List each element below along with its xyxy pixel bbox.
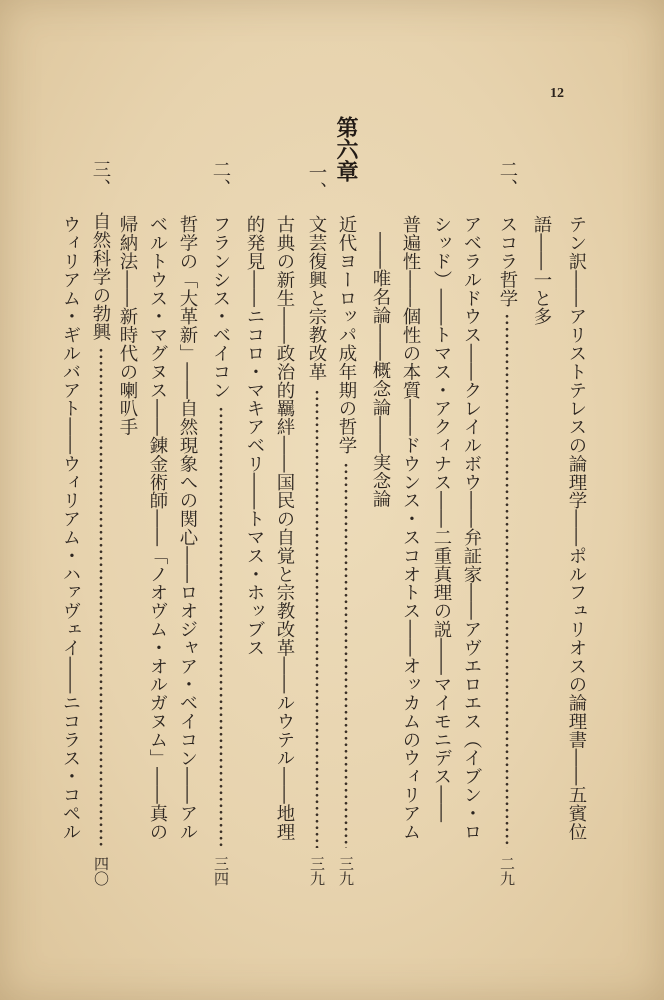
- section-page-number: 二九: [498, 856, 516, 886]
- section-summary-line: ウィリアム・ギルバアト――ウィリアム・ハァヴェイ――ニコラス・コペル: [60, 215, 81, 841]
- section-summary-line: アベラルドウス――クレイルボウ――弁証家――アヴエロエス（イブン・ロ: [461, 215, 482, 841]
- chapter-label: 第六章: [333, 116, 359, 182]
- dot-leader: [219, 406, 223, 848]
- section-marker: 一、: [306, 163, 327, 200]
- section-title: 文芸復興と宗教改革: [306, 215, 327, 381]
- section-summary-line: 帰納法――新時代の喇叭手: [117, 215, 138, 436]
- section-title: フランシス・ベイコン: [210, 215, 231, 399]
- section-page-number: 四〇: [92, 856, 110, 886]
- section-summary-line: 古典の新生――政治的羈絆――国民の自覚と宗教改革――ルウテル――地理: [274, 215, 295, 841]
- dot-leader: [344, 462, 348, 848]
- section-summary-line: 哲学の「大革新」――自然現象への関心――ロオジャア・ベイコン――アル: [177, 215, 198, 841]
- section-summary-line: シッド）――トマス・アクィナス――二重真理の説――マイモニデス――: [431, 215, 452, 823]
- section-marker: 三、: [90, 160, 111, 197]
- page-number: 12: [550, 86, 564, 101]
- section-marker: 二、: [497, 160, 518, 197]
- section-summary-line: 的発見――ニコロ・マキアベリ――トマス・ホッブス: [244, 215, 265, 657]
- dot-leader: [505, 313, 509, 848]
- dot-leader: [315, 389, 319, 848]
- section-summary-line: 普遍性――個性の本質――ドウンス・スコオトス――オッカムのウィリアム: [400, 215, 421, 841]
- section-summary-line: ――唯名論――概念論――実念論: [370, 232, 391, 508]
- dot-leader: [99, 347, 103, 848]
- section-title: スコラ哲学: [497, 215, 518, 307]
- chapter-title: 近代ヨーロッパ成年期の哲学: [336, 215, 357, 455]
- prev-section-summary-line: 語――一と多: [531, 215, 552, 326]
- section-marker: 二、: [210, 160, 231, 197]
- section-page-number: 三九: [308, 856, 326, 886]
- section-page-number: 三四: [212, 856, 230, 886]
- prev-section-summary-line: テン訳――アリストテレスの論理学――ポルフュリオスの論理書――五賓位: [566, 215, 587, 841]
- section-summary-line: ベルトウス・マグヌス――錬金術師――「ノオヴム・オルガヌム」――真の: [147, 215, 168, 841]
- section-title: 自然科学の勃興: [90, 212, 111, 341]
- chapter-page-number: 三九: [337, 856, 355, 886]
